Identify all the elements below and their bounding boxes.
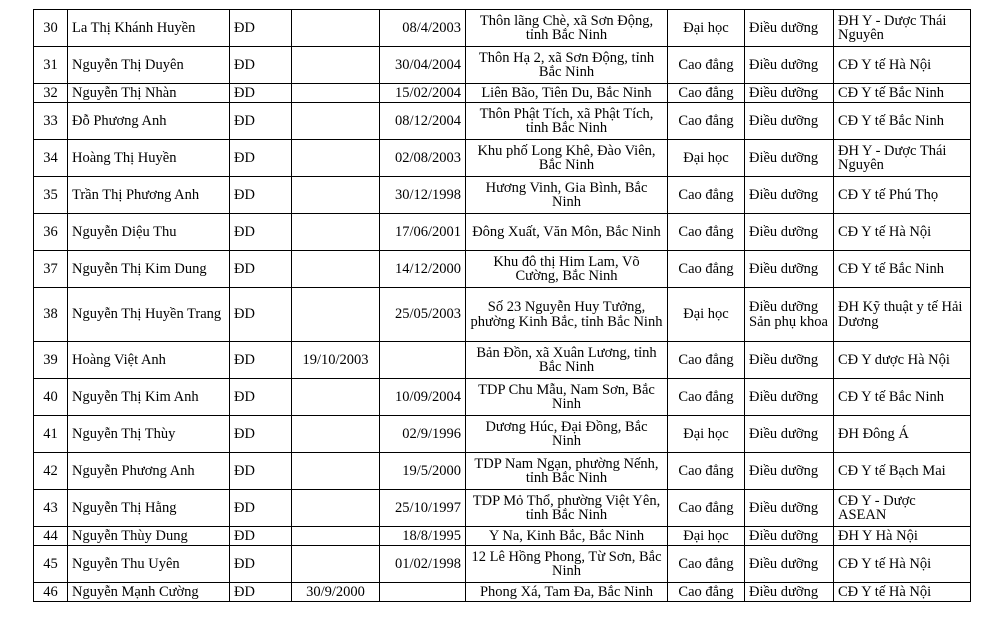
table-row (34, 84, 971, 103)
dob-male-cell (292, 84, 380, 103)
category-code-cell: ĐD (230, 10, 292, 47)
major-cell: Điều dưỡng (745, 103, 834, 140)
table-row (34, 288, 971, 342)
address-cell: Hương Vinh, Gia Bình, Bắc Ninh (466, 177, 668, 214)
dob-male-cell (292, 177, 380, 214)
full-name-cell: Nguyễn Thị Huyền Trang (68, 288, 230, 342)
education-level-cell: Cao đẳng (668, 546, 745, 583)
full-name-cell: Đỗ Phương Anh (68, 103, 230, 140)
row-number-cell: 42 (34, 453, 68, 490)
table-row (34, 177, 971, 214)
row-number-cell: 31 (34, 47, 68, 84)
dob-female-cell: 30/04/2004 (380, 47, 466, 84)
major-cell: Điều dưỡng (745, 140, 834, 177)
address-cell: TDP Nam Ngạn, phường Nếnh, tỉnh Bắc Ninh (466, 453, 668, 490)
row-number-cell: 40 (34, 379, 68, 416)
dob-male-cell (292, 103, 380, 140)
row-number-cell: 32 (34, 84, 68, 103)
address-cell: Y Na, Kinh Bắc, Bắc Ninh (466, 527, 668, 546)
school-cell: ĐH Đông Á (834, 416, 971, 453)
school-cell: CĐ Y tế Hà Nội (834, 214, 971, 251)
category-code-cell: ĐD (230, 546, 292, 583)
dob-male-cell (292, 140, 380, 177)
dob-male-cell (292, 490, 380, 527)
dob-female-cell: 08/12/2004 (380, 103, 466, 140)
table-body (34, 10, 971, 602)
dob-male-cell (292, 546, 380, 583)
major-cell: Điều dưỡng (745, 490, 834, 527)
dob-female-cell: 14/12/2000 (380, 251, 466, 288)
education-level-cell: Cao đẳng (668, 214, 745, 251)
school-cell: ĐH Y - Dược Thái Nguyên (834, 10, 971, 47)
category-code-cell: ĐD (230, 288, 292, 342)
dob-female-cell: 25/10/1997 (380, 490, 466, 527)
address-cell: Khu đô thị Him Lam, Võ Cường, Bắc Ninh (466, 251, 668, 288)
full-name-cell: Nguyễn Thị Kim Dung (68, 251, 230, 288)
table-row (34, 379, 971, 416)
dob-male-cell (292, 288, 380, 342)
education-level-cell: Cao đẳng (668, 103, 745, 140)
dob-female-cell: 02/08/2003 (380, 140, 466, 177)
school-cell: CĐ Y - Dược ASEAN (834, 490, 971, 527)
row-number-cell: 35 (34, 177, 68, 214)
row-number-cell: 44 (34, 527, 68, 546)
row-number-cell: 41 (34, 416, 68, 453)
full-name-cell: Nguyễn Thị Thùy (68, 416, 230, 453)
dob-female-cell: 08/4/2003 (380, 10, 466, 47)
address-cell: TDP Mỏ Thổ, phường Việt Yên, tỉnh Bắc Ninh (466, 490, 668, 527)
dob-male-cell (292, 214, 380, 251)
major-cell: Điều dưỡng (745, 583, 834, 602)
dob-female-cell: 10/09/2004 (380, 379, 466, 416)
dob-male-cell (292, 527, 380, 546)
school-cell: CĐ Y tế Phú Thọ (834, 177, 971, 214)
row-number-cell: 45 (34, 546, 68, 583)
school-cell: ĐH Y Hà Nội (834, 527, 971, 546)
table-row (34, 251, 971, 288)
category-code-cell: ĐD (230, 251, 292, 288)
table-row (34, 103, 971, 140)
category-code-cell: ĐD (230, 416, 292, 453)
school-cell: CĐ Y tế Bắc Ninh (834, 379, 971, 416)
education-level-cell: Cao đẳng (668, 490, 745, 527)
major-cell: Điều dưỡng (745, 214, 834, 251)
school-cell: CĐ Y tế Hà Nội (834, 47, 971, 84)
dob-male-cell (292, 47, 380, 84)
dob-female-cell: 19/5/2000 (380, 453, 466, 490)
major-cell: Điều dưỡng (745, 47, 834, 84)
address-cell: Số 23 Nguyễn Huy Tưởng, phường Kinh Bắc, tỉnh Bắc Ninh (466, 288, 668, 342)
table-row (34, 342, 971, 379)
dob-female-cell: 30/12/1998 (380, 177, 466, 214)
category-code-cell: ĐD (230, 140, 292, 177)
education-level-cell: Cao đẳng (668, 84, 745, 103)
category-code-cell: ĐD (230, 379, 292, 416)
full-name-cell: Hoàng Thị Huyền (68, 140, 230, 177)
school-cell: ĐH Y - Dược Thái Nguyên (834, 140, 971, 177)
full-name-cell: Nguyễn Mạnh Cường (68, 583, 230, 602)
full-name-cell: Nguyễn Thị Nhàn (68, 84, 230, 103)
dob-female-cell (380, 583, 466, 602)
major-cell: Điều dưỡng (745, 177, 834, 214)
category-code-cell: ĐD (230, 84, 292, 103)
education-level-cell: Đại học (668, 416, 745, 453)
full-name-cell: Hoàng Việt Anh (68, 342, 230, 379)
school-cell: ĐH Kỹ thuật y tế Hải Dương (834, 288, 971, 342)
row-number-cell: 46 (34, 583, 68, 602)
dob-male-cell (292, 416, 380, 453)
dob-female-cell: 18/8/1995 (380, 527, 466, 546)
education-level-cell: Đại học (668, 10, 745, 47)
table-row (34, 214, 971, 251)
category-code-cell: ĐD (230, 583, 292, 602)
education-level-cell: Đại học (668, 527, 745, 546)
full-name-cell: Nguyễn Diệu Thu (68, 214, 230, 251)
category-code-cell: ĐD (230, 103, 292, 140)
table-row (34, 490, 971, 527)
school-cell: CĐ Y tế Bắc Ninh (834, 84, 971, 103)
address-cell: Đông Xuất, Văn Môn, Bắc Ninh (466, 214, 668, 251)
education-level-cell: Cao đẳng (668, 251, 745, 288)
category-code-cell: ĐD (230, 342, 292, 379)
row-number-cell: 30 (34, 10, 68, 47)
table-row (34, 546, 971, 583)
full-name-cell: Nguyễn Thị Hằng (68, 490, 230, 527)
full-name-cell: Nguyễn Thùy Dung (68, 527, 230, 546)
category-code-cell: ĐD (230, 177, 292, 214)
category-code-cell: ĐD (230, 453, 292, 490)
education-level-cell: Đại học (668, 288, 745, 342)
row-number-cell: 38 (34, 288, 68, 342)
education-level-cell: Cao đẳng (668, 379, 745, 416)
full-name-cell: Nguyễn Thị Kim Anh (68, 379, 230, 416)
table-row (34, 140, 971, 177)
dob-female-cell: 02/9/1996 (380, 416, 466, 453)
dob-male-cell (292, 379, 380, 416)
major-cell: Điều dưỡng (745, 527, 834, 546)
dob-female-cell: 17/06/2001 (380, 214, 466, 251)
address-cell: Phong Xá, Tam Đa, Bắc Ninh (466, 583, 668, 602)
dob-female-cell: 25/05/2003 (380, 288, 466, 342)
row-number-cell: 34 (34, 140, 68, 177)
table-row (34, 47, 971, 84)
row-number-cell: 43 (34, 490, 68, 527)
candidate-table (33, 9, 971, 602)
address-cell: Thôn lãng Chè, xã Sơn Động, tỉnh Bắc Ninh (466, 10, 668, 47)
education-level-cell: Cao đẳng (668, 453, 745, 490)
category-code-cell: ĐD (230, 214, 292, 251)
school-cell: CĐ Y tế Bắc Ninh (834, 103, 971, 140)
major-cell: Điều dưỡng (745, 342, 834, 379)
row-number-cell: 39 (34, 342, 68, 379)
address-cell: Thôn Phật Tích, xã Phật Tích, tỉnh Bắc Ninh (466, 103, 668, 140)
table-row (34, 527, 971, 546)
address-cell: Thôn Hạ 2, xã Sơn Động, tỉnh Bắc Ninh (466, 47, 668, 84)
education-level-cell: Cao đẳng (668, 342, 745, 379)
row-number-cell: 37 (34, 251, 68, 288)
table-row (34, 583, 971, 602)
dob-female-cell: 01/02/1998 (380, 546, 466, 583)
full-name-cell: Nguyễn Phương Anh (68, 453, 230, 490)
dob-male-cell: 30/9/2000 (292, 583, 380, 602)
full-name-cell: La Thị Khánh Huyền (68, 10, 230, 47)
dob-female-cell (380, 342, 466, 379)
dob-female-cell: 15/02/2004 (380, 84, 466, 103)
major-cell: Điều dưỡng (745, 546, 834, 583)
education-level-cell: Cao đẳng (668, 177, 745, 214)
school-cell: CĐ Y tế Hà Nội (834, 583, 971, 602)
major-cell: Điều dưỡng (745, 251, 834, 288)
school-cell: CĐ Y tế Bạch Mai (834, 453, 971, 490)
address-cell: 12 Lê Hồng Phong, Từ Sơn, Bắc Ninh (466, 546, 668, 583)
major-cell: Điều dưỡng (745, 416, 834, 453)
dob-male-cell: 19/10/2003 (292, 342, 380, 379)
table-row (34, 10, 971, 47)
major-cell: Điều dưỡng (745, 379, 834, 416)
category-code-cell: ĐD (230, 527, 292, 546)
major-cell: Điều dưỡng (745, 84, 834, 103)
row-number-cell: 36 (34, 214, 68, 251)
address-cell: Bản Đồn, xã Xuân Lương, tỉnh Bắc Ninh (466, 342, 668, 379)
education-level-cell: Cao đẳng (668, 47, 745, 84)
major-cell: Điều dưỡng Sản phụ khoa (745, 288, 834, 342)
full-name-cell: Nguyễn Thu Uyên (68, 546, 230, 583)
school-cell: CĐ Y dược Hà Nội (834, 342, 971, 379)
school-cell: CĐ Y tế Bắc Ninh (834, 251, 971, 288)
dob-male-cell (292, 251, 380, 288)
major-cell: Điều dưỡng (745, 10, 834, 47)
address-cell: Khu phố Long Khê, Đào Viên, Bắc Ninh (466, 140, 668, 177)
category-code-cell: ĐD (230, 47, 292, 84)
dob-male-cell (292, 10, 380, 47)
full-name-cell: Trần Thị Phương Anh (68, 177, 230, 214)
category-code-cell: ĐD (230, 490, 292, 527)
education-level-cell: Đại học (668, 140, 745, 177)
education-level-cell: Cao đẳng (668, 583, 745, 602)
address-cell: Liên Bão, Tiên Du, Bắc Ninh (466, 84, 668, 103)
school-cell: CĐ Y tế Hà Nội (834, 546, 971, 583)
table-row (34, 453, 971, 490)
major-cell: Điều dưỡng (745, 453, 834, 490)
address-cell: TDP Chu Mẫu, Nam Sơn, Bắc Ninh (466, 379, 668, 416)
address-cell: Dương Húc, Đại Đồng, Bắc Ninh (466, 416, 668, 453)
dob-male-cell (292, 453, 380, 490)
full-name-cell: Nguyễn Thị Duyên (68, 47, 230, 84)
row-number-cell: 33 (34, 103, 68, 140)
table-row (34, 416, 971, 453)
